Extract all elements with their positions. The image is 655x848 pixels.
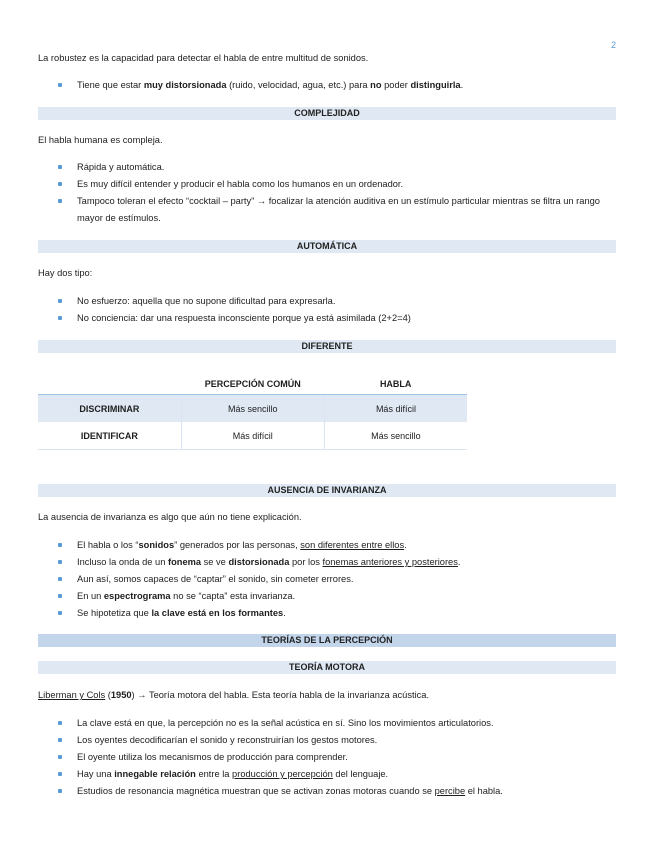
teoria-motora-list — [0, 715, 655, 800]
list-item: Hay una innegable relación entre la producción y percepción del lenguaje. — [0, 766, 655, 783]
invarianza-list — [0, 537, 655, 622]
table-header-comun: PERCEPCIÓN COMÚN — [181, 374, 324, 395]
list-item: El oyente utiliza los mecanismos de producción para comprender. — [0, 749, 655, 766]
list-item: La clave está en que, la percepción no es la señal acústica en sí. Sino los movimientos articulatorios. — [0, 715, 655, 732]
invarianza-paragraph: La ausencia de invarianza es algo que aún no tiene explicación. — [38, 512, 302, 522]
list-item: No esfuerzo: aquella que no supone dificultad para expresarla. — [0, 293, 655, 310]
list-item: Aun así, somos capaces de “captar” el sonido, sin cometer errores. — [0, 571, 655, 588]
list-item: Los oyentes decodificarían el sonido y reconstruirían los gestos motores. — [0, 732, 655, 749]
list-item: Es muy difícil entender y producir el habla como los humanos en un ordenador. — [0, 176, 655, 193]
list-item: Tiene que estar muy distorsionada (ruido, velocidad, agua, etc.) para no poder distinguirla. — [0, 77, 655, 94]
table-row — [38, 422, 467, 450]
list-item: Tampoco toleran el efecto “cocktail – party” → focalizar la atención auditiva en un estímulo particular mientras se filtra un rango mayor de estímulos. — [0, 193, 655, 227]
list-item: En un espectrograma no se “capta” esta invarianza. — [0, 588, 655, 605]
comparison-table — [38, 374, 467, 450]
list-item: Estudios de resonancia magnética muestran que se activan zonas motoras cuando se percibe el habla. — [0, 783, 655, 800]
teoria-motora-intro: Liberman y Cols (1950) → Teoría motora del habla. Esta teoría habla de la invarianza acústica. — [38, 690, 430, 700]
table-header-habla: HABLA — [324, 374, 467, 395]
invarianza-heading: AUSENCIA DE INVARIANZA — [38, 484, 616, 497]
table-cell: Más difícil — [181, 422, 324, 450]
complejidad-heading: COMPLEJIDAD — [38, 107, 616, 120]
complejidad-list — [0, 159, 655, 227]
automatica-paragraph: Hay dos tipo: — [38, 268, 93, 278]
automatica-list — [0, 293, 655, 327]
robustez-paragraph: La robustez es la capacidad para detectar el habla de entre multitud de sonidos. — [38, 53, 369, 63]
teorias-heading: TEORÍAS DE LA PERCEPCIÓN — [38, 634, 616, 647]
table-cell: Más difícil — [324, 395, 467, 423]
complejidad-paragraph: El habla humana es compleja. — [38, 135, 163, 145]
robustez-list — [0, 77, 655, 94]
automatica-heading: AUTOMÁTICA — [38, 240, 616, 253]
list-item: Se hipotetiza que la clave está en los formantes. — [0, 605, 655, 622]
list-item: Incluso la onda de un fonema se ve distorsionada por los fonemas anteriores y posteriores. — [0, 554, 655, 571]
list-item: No conciencia: dar una respuesta inconsciente porque ya está asimilada (2+2=4) — [0, 310, 655, 327]
row-label: DISCRIMINAR — [38, 395, 181, 423]
diferente-heading: DIFERENTE — [38, 340, 616, 353]
list-item: El habla o los “sonidos” generados por las personas, son diferentes entre ellos. — [0, 537, 655, 554]
table-header-empty — [38, 374, 181, 395]
row-label: IDENTIFICAR — [38, 422, 181, 450]
teoria-motora-heading: TEORÍA MOTORA — [38, 661, 616, 674]
page-number: 2 — [610, 40, 616, 50]
table-cell: Más sencillo — [181, 395, 324, 423]
table-header-row — [38, 374, 467, 395]
list-item: Rápida y automática. — [0, 159, 655, 176]
table-cell: Más sencillo — [324, 422, 467, 450]
table-row — [38, 395, 467, 423]
